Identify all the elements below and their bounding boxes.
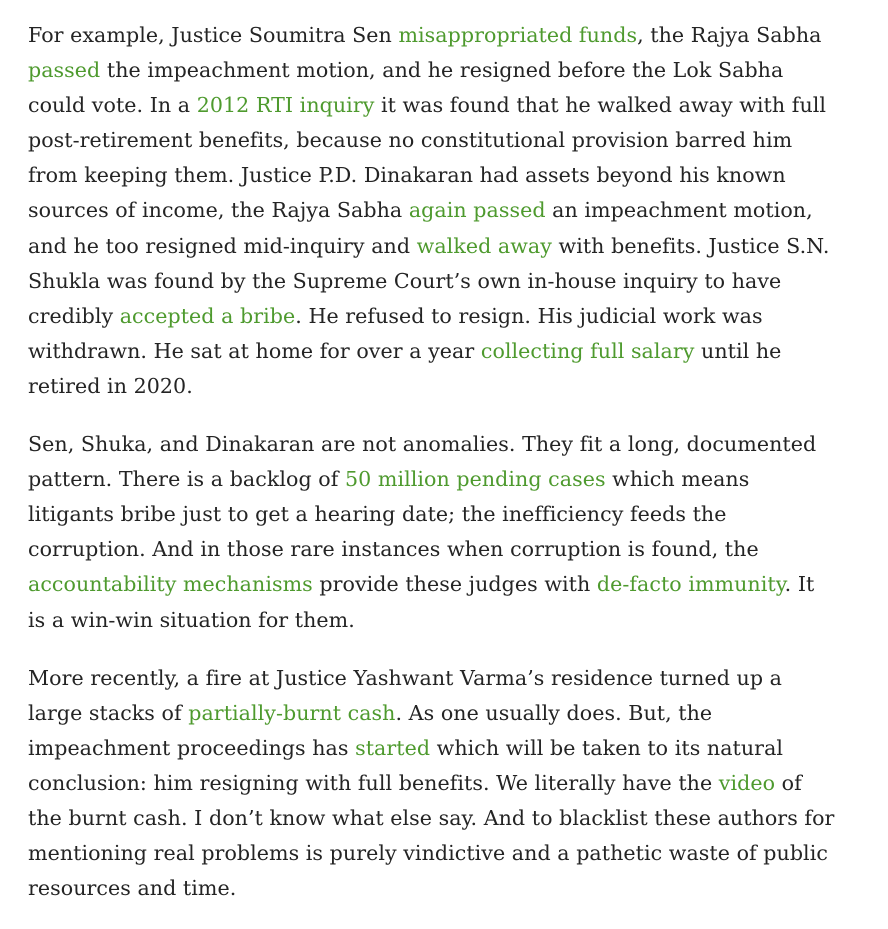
- paragraph-varma: [28, 661, 836, 907]
- link-walked-away[interactable]: walked away: [416, 233, 552, 258]
- paragraph-sen-dinakaran-shukla: [28, 18, 836, 404]
- link-accountability-mechanisms[interactable]: accountability mechanisms: [28, 572, 313, 597]
- link-partially-burnt-cash[interactable]: partially-burnt cash: [188, 700, 396, 725]
- link-accepted-a-bribe[interactable]: accepted a bribe: [119, 303, 296, 328]
- text-segment: an impeachment motion, and he too resigned mid-inquiry and: [28, 198, 813, 258]
- link-video[interactable]: video: [718, 770, 776, 795]
- text-segment: More recently, a fire at Justice Yashwant Varma’s residence turned up a large stacks of: [28, 665, 782, 725]
- text-segment: For example, Justice Soumitra Sen: [28, 23, 399, 47]
- text-segment: of the burnt cash. I don’t know what else say. And to blacklist these authors for mentioning real problems is purely vindictive and a pathetic waste of public resources and time.: [28, 770, 835, 901]
- text-segment: which will be taken to its natural conclusion: him resigning with full benefits. We literally have the: [28, 735, 784, 795]
- link-50-million-pending-cases[interactable]: 50 million pending cases: [345, 467, 606, 492]
- text-segment: it was found that he walked away with full post-retirement benefits, because no constitutional provision barred him from keeping them. Justice P.D. Dinakaran had assets beyond his known sources of income, the Rajya Sabha: [28, 93, 827, 223]
- text-segment: until he retired in 2020.: [28, 338, 782, 398]
- text-segment: provide these judges with: [312, 572, 597, 597]
- link-passed[interactable]: passed: [28, 58, 101, 83]
- link-de-facto-immunity[interactable]: de-facto immunity: [596, 572, 785, 597]
- text-segment: which means litigants bribe just to get a hearing date; the inefficiency feeds the corruption. And in those rare instances when corruption is found, the: [28, 467, 759, 562]
- text-segment: . He refused to resign. His judicial work was withdrawn. He sat at home for over a year: [28, 303, 763, 363]
- link-2012-rti-inquiry[interactable]: 2012 RTI inquiry: [196, 93, 375, 118]
- paragraph-pattern: [28, 427, 836, 638]
- text-segment: the impeachment motion, and he resigned before the Lok Sabha could vote. In a: [28, 58, 784, 118]
- link-started[interactable]: started: [355, 735, 431, 760]
- text-segment: Sen, Shuka, and Dinakaran are not anomalies. They fit a long, documented pattern. There is a backlog of: [28, 432, 817, 492]
- link-collecting-full-salary[interactable]: collecting full salary: [480, 338, 695, 363]
- article-body: [28, 18, 836, 929]
- text-segment: . It is a win-win situation for them.: [28, 572, 815, 632]
- text-segment: , the Rajya Sabha: [637, 23, 822, 47]
- text-segment: . As one usually does. But, the impeachment proceedings has: [28, 700, 713, 760]
- link-again-passed[interactable]: again passed: [408, 198, 546, 223]
- text-segment: with benefits. Justice S.N. Shukla was found by the Supreme Court’s own in-house inquiry to have credibly: [28, 233, 830, 328]
- link-misappropriated-funds[interactable]: misappropriated funds: [398, 23, 638, 47]
